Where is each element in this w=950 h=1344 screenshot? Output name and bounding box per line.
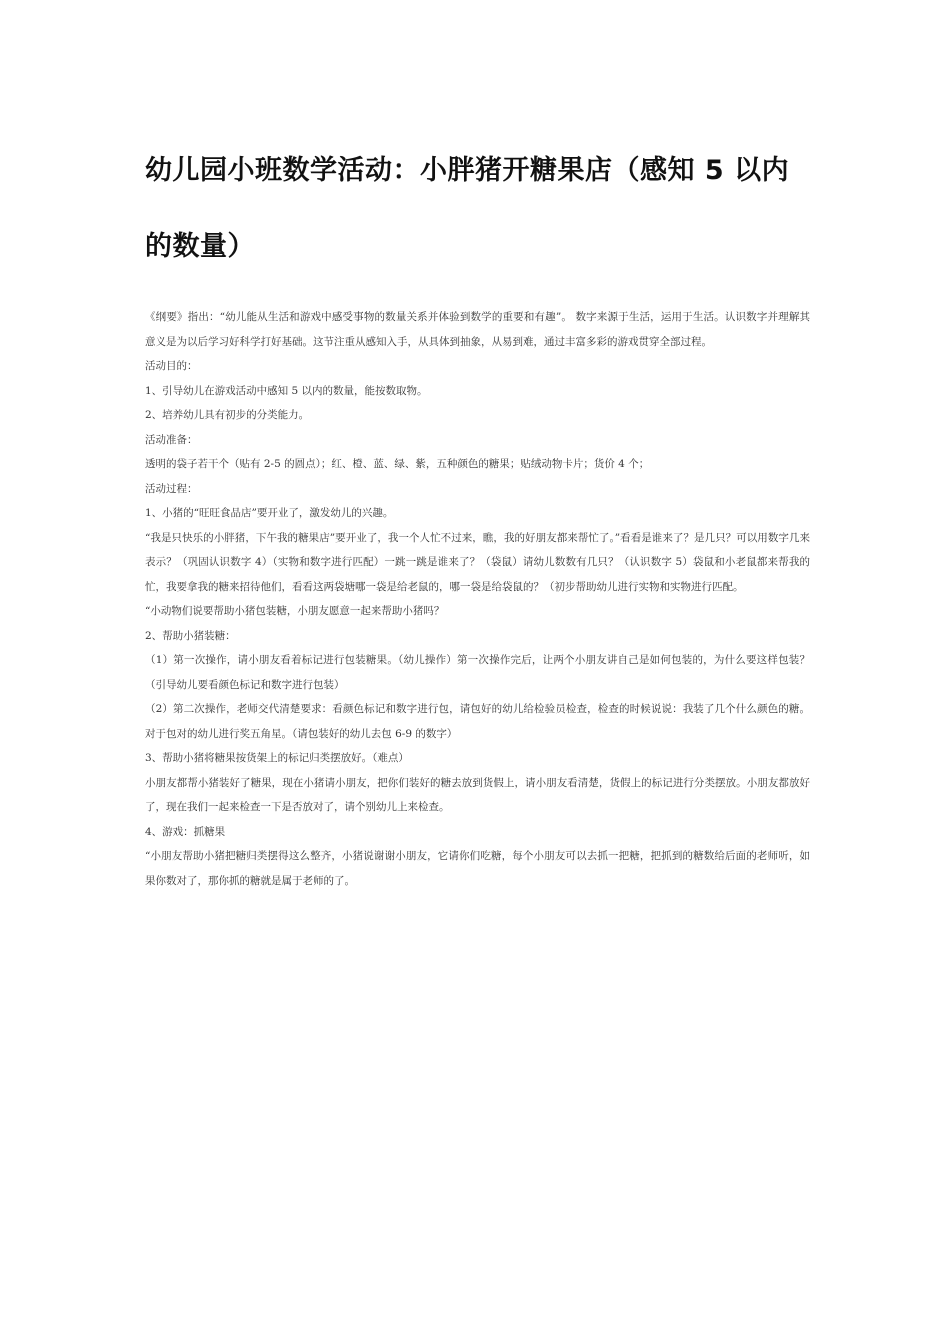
paragraph-step-2-op-2: （2）第二次操作，老师交代清楚要求：看颜色标记和数字进行包，请包好的幼儿给检验员检查，检查的时候说说：我装了几个什么颜色的糖。对于包对的幼儿进行奖五角星。（请包装好的幼儿去包 6-9 的数字） (145, 703, 810, 740)
paragraph-step-2: 2、帮助小猪装糖： (145, 629, 236, 642)
paragraph-step-1-story: “我是只快乐的小胖猪，下午我的糖果店”要开业了，我一个人忙不过来，瞧，我的好朋友都来帮忙了。”看看是谁来了？是几只？可以用数字几来表示？（巩固认识数字 4）（实物和数字进行匹配）一跳一跳是谁来了？（袋鼠）请幼儿数数有几只？（认识数字 5）袋鼠和小老鼠都来帮我的忙，我要拿我的糖来招待他们，看看这两袋塘哪一袋是给老鼠的，哪一袋是给袋鼠的？（初步帮助幼儿进行实物和实物进行匹配。 (145, 531, 810, 593)
paragraph-materials: 透明的袋子若干个（贴有 2-5 的圆点）；红、橙、蓝、绿、紫，五种颜色的糖果；贴绒动物卡片；货价 4 个； (145, 458, 650, 470)
paragraph-step-1-question: “小动物们说要帮助小猪包装糖，小朋友愿意一起来帮助小猪吗？ (145, 605, 445, 617)
document-body (145, 305, 810, 893)
paragraph-intro: 《纲要》指出：“幼儿能从生活和游戏中感受事物的数量关系并体验到数学的重要和有趣”。 数字来源于生活，运用于生活。认识数字并理解其意义是为以后学习好科学打好基础。这节注重从感知入手，从具体到抽象，从易到难，通过丰富多彩的游戏贯穿全部过程。 (145, 311, 810, 348)
paragraph-step-1: 1、小猪的“旺旺食品店”要开业了，激发幼儿的兴趣。 (145, 507, 394, 519)
document-page (145, 0, 810, 893)
paragraph-heading-process: 活动过程： (145, 482, 198, 495)
paragraph-goal-1: 1、引导幼儿在游戏活动中感知 5 以内的数量，能按数取物。 (145, 384, 428, 397)
paragraph-step-3-detail: 小朋友都帮小猪装好了糖果，现在小猪请小朋友，把你们装好的糖去放到货假上，请小朋友看清楚，货假上的标记进行分类摆放。小朋友都放好了，现在我们一起来检查一下是否放对了，请个别幼儿上来检查。 (145, 776, 810, 813)
paragraph-step-2-op-1: （1）第一次操作，请小朋友看着标记进行包装糖果。（幼儿操作）第一次操作完后，让两个小朋友讲自己是如何包装的，为什么要这样包装？（引导幼儿要看颜色标记和数字进行包装） (145, 654, 810, 691)
paragraph-goal-2: 2、培养幼儿具有初步的分类能力。 (145, 409, 310, 421)
paragraph-step-4: 4、游戏：抓糖果 (145, 825, 226, 838)
paragraph-step-4-detail: “小朋友帮助小猪把糖归类摆得这么整齐，小猪说谢谢小朋友，它请你们吃糖，每个小朋友可以去抓一把糖，把抓到的糖数给后面的老师听，如果你数对了，那你抓的糖就是属于老师的了。 (145, 850, 810, 887)
paragraph-step-3: 3、帮助小猪将糖果按货架上的标记归类摆放好。（难点） (145, 752, 409, 764)
paragraph-heading-preparation: 活动准备： (145, 433, 198, 446)
paragraph-heading-goals: 活动目的： (145, 360, 198, 372)
document-title: 幼儿园小班数学活动：小胖猪开糖果店（感知 5 以内的数量） (145, 155, 790, 262)
